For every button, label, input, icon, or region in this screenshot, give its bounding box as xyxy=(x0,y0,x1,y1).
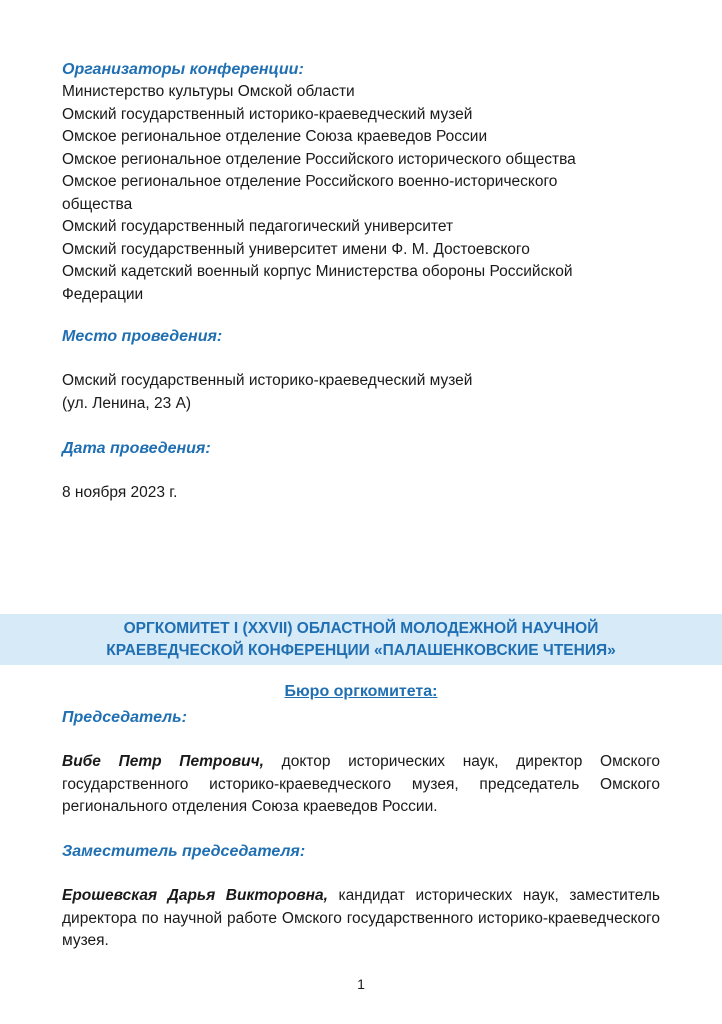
date-value: 8 ноября 2023 г. xyxy=(62,484,178,501)
organizers-heading: Организаторы конференции: xyxy=(62,61,304,78)
bureau-heading-wrap xyxy=(0,683,722,701)
organizers-section xyxy=(62,58,660,306)
organizer-line: Омское региональное отделение Союза краеведов России xyxy=(62,128,488,145)
committee-title-band xyxy=(0,614,722,665)
chair-paragraph xyxy=(62,751,660,819)
deputy-heading: Заместитель председателя: xyxy=(62,843,306,860)
chair-section xyxy=(62,706,660,819)
organizer-line: Министерство культуры Омской области xyxy=(62,83,355,100)
organizer-line: Омский государственный историко-краеведческий музей xyxy=(62,105,473,123)
page-number: 1 xyxy=(357,976,365,992)
organizer-line: Омский государственный педагогический университет xyxy=(62,218,454,235)
deputy-name: Ерошевская Дарья Викторовна, xyxy=(62,887,328,904)
organizers-list xyxy=(62,81,660,306)
chair-heading: Председатель: xyxy=(62,709,187,726)
venue-name: Омский государственный историко-краеведческий музей xyxy=(62,372,473,389)
organizer-line: Омский государственный университет имени Ф. М. Достоевского xyxy=(62,240,530,258)
date-section xyxy=(62,437,660,505)
date-heading: Дата проведения: xyxy=(62,440,211,457)
organizer-line: общества xyxy=(62,195,133,213)
chair-name: Вибе Петр Петрович, xyxy=(62,753,264,770)
deputy-paragraph xyxy=(62,885,660,953)
organizer-line: Омский кадетский военный корпус Министерства обороны Российской xyxy=(62,263,573,280)
committee-title-line: ОРГКОМИТЕТ I (XXVII) ОБЛАСТНОЙ МОЛОДЕЖНОЙ НАУЧНОЙ xyxy=(123,619,599,637)
venue-heading: Место проведения: xyxy=(62,328,223,345)
venue-section xyxy=(62,325,660,415)
deputy-section xyxy=(62,840,660,953)
chair-description: доктор исторических наук, директор Омского государственного историко-краеведческого музея, председатель Омского регионального отделения Союза краеведов России. xyxy=(62,753,660,815)
venue-address: (ул. Ленина, 23 А) xyxy=(62,394,192,412)
organizer-line: Федерации xyxy=(62,285,144,303)
deputy-description: кандидат исторических наук, заместитель директора по научной работе Омского государственного историко-краеведческого музея. xyxy=(62,887,660,949)
organizer-line: Омское региональное отделение Российского исторического общества xyxy=(62,150,576,168)
committee-title-line: КРАЕВЕДЧЕСКОЙ КОНФЕРЕНЦИИ «ПАЛАШЕНКОВСКИЕ ЧТЕНИЯ» xyxy=(106,641,616,659)
organizer-line: Омское региональное отделение Российского военно-исторического xyxy=(62,173,558,190)
bureau-heading: Бюро оргкомитета: xyxy=(284,683,438,700)
